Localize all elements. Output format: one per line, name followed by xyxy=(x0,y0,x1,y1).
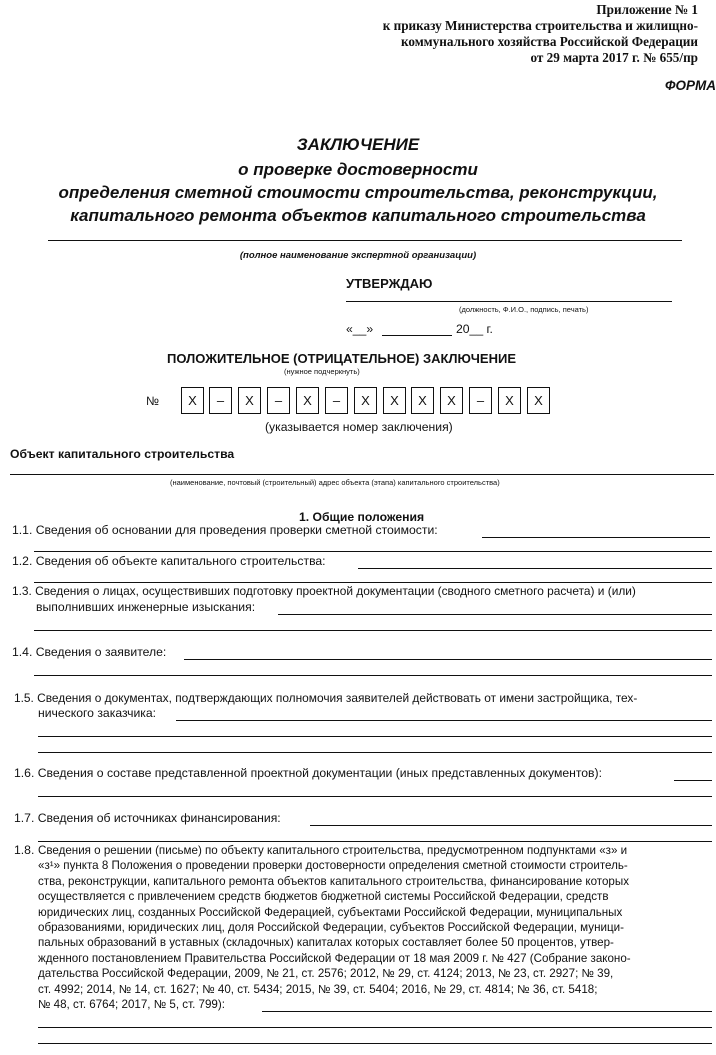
approver-caption: (должность, Ф.И.О., подпись, печать) xyxy=(459,305,589,314)
number-box[interactable]: X xyxy=(527,387,550,414)
item-1-8-line: «з¹» пункта 8 Положения о проведении проверки достоверности определения сметной стоимости строитель- xyxy=(38,859,628,873)
item-1-8-text xyxy=(38,843,714,1012)
item-1-8-field[interactable] xyxy=(262,1011,712,1012)
item-1-5-label-cont: нического заказчика: xyxy=(38,706,157,720)
number-box[interactable]: – xyxy=(469,387,492,414)
object-label: Объект капитального строительства xyxy=(10,447,235,461)
item-1-2-line-2[interactable] xyxy=(34,582,712,583)
item-1-8-line: Сведения о решении (письме) по объекту капитального строительства, предусмотренном подпунктами «з» и xyxy=(38,844,628,857)
document-title: ЗАКЛЮЧЕНИЕ xyxy=(296,135,420,154)
approve-label: УТВЕРЖДАЮ xyxy=(346,276,433,291)
number-box[interactable]: – xyxy=(267,387,290,414)
number-box[interactable]: X xyxy=(411,387,434,414)
item-1-6-line-2[interactable] xyxy=(38,796,712,797)
item-1-8-line: ства, реконструкции, капитального ремонта объектов капитального строительства, финансирование которых xyxy=(38,874,630,888)
number-box[interactable]: – xyxy=(325,387,348,414)
item-1-5-label: 1.5. Сведения о документах, подтверждающих полномочия заявителей действовать от имени застройщика, тех- xyxy=(14,691,638,705)
item-1-2-field[interactable] xyxy=(358,568,712,569)
item-1-4-field[interactable] xyxy=(184,659,712,660)
object-caption: (наименование, почтовый (строительный) адрес объекта (этапа) капитального строительства) xyxy=(170,478,500,487)
item-1-8-line: образованиями, юридических лиц, доля Российской Федерации, субъектов Российской Федерации, муници- xyxy=(38,921,624,935)
form-label: ФОРМА xyxy=(664,78,716,93)
number-caption: (указывается номер заключения) xyxy=(265,420,453,434)
number-box[interactable]: X xyxy=(498,387,521,414)
item-1-3-label: 1.3. Сведения о лицах, осуществивших подготовку проектной документации (сводного сметного расчета) и (или) xyxy=(12,584,636,598)
item-1-4-line-2[interactable] xyxy=(34,675,712,676)
appendix-number: Приложение № 1 xyxy=(596,2,698,17)
item-1-4-label: 1.4. Сведения о заявителе: xyxy=(12,645,167,659)
conclusion-caption: (нужное подчеркнуть) xyxy=(284,367,360,376)
order-date: от 29 марта 2017 г. № 655/пр xyxy=(530,50,698,65)
number-box[interactable]: X xyxy=(181,387,204,414)
item-1-1-line-2[interactable] xyxy=(34,551,712,552)
item-1-8-line: юридических лиц, созданных Российской Федерацией, субъектами Российской Федерации, муниципальных xyxy=(38,905,623,919)
object-line[interactable] xyxy=(10,474,714,475)
item-1-8-line: дательства Российской Федерации, 2009, № 21, ст. 2576; 2012, № 29, ст. 4124; 2013, № 23, ст. 2927; № 39, xyxy=(38,967,614,981)
item-1-8-line-2[interactable] xyxy=(38,1027,712,1028)
item-1-8-line: ст. 4992; 2014, № 14, ст. 1627; № 40, ст. 5434; 2015, № 39, ст. 5404; 2016, № 29, ст. 4814; № 36, ст. 5418; xyxy=(38,982,598,996)
org-name-caption: (полное наименование экспертной организации) xyxy=(239,250,477,261)
item-1-5-line-2[interactable] xyxy=(38,736,712,737)
item-1-7-field[interactable] xyxy=(310,825,712,826)
approver-signature-line[interactable] xyxy=(346,301,672,302)
number-label: № xyxy=(146,394,160,408)
item-1-8-line: № 48, ст. 6764; 2017, № 5, ст. 799): xyxy=(38,998,225,1012)
title-line-3: определения сметной стоимости строительства, реконструкции, xyxy=(58,183,658,202)
order-reference-line1: к приказу Министерства строительства и жилищно- xyxy=(382,18,698,33)
item-1-7-line-2[interactable] xyxy=(38,841,712,842)
item-1-5-line-3[interactable] xyxy=(38,752,712,753)
item-1-3-field[interactable] xyxy=(278,614,712,615)
number-box[interactable]: X xyxy=(383,387,406,414)
number-box[interactable]: X xyxy=(440,387,463,414)
number-box[interactable]: X xyxy=(238,387,261,414)
org-name-line[interactable] xyxy=(48,240,682,241)
item-1-5-field[interactable] xyxy=(176,720,712,721)
number-box[interactable]: – xyxy=(209,387,232,414)
approve-day: «__» xyxy=(346,322,374,336)
item-1-8-number: 1.8. xyxy=(14,843,35,857)
section-1-title: 1. Общие положения xyxy=(299,510,425,524)
approve-year: 20__ г. xyxy=(456,322,493,336)
item-1-2-label: 1.2. Сведения об объекте капитального строительства: xyxy=(12,554,326,568)
item-1-6-field[interactable] xyxy=(674,780,712,781)
item-1-7-label: 1.7. Сведения об источниках финансирования: xyxy=(14,811,281,825)
number-box[interactable]: X xyxy=(296,387,319,414)
item-1-8-line: осуществляется с привлечением средств бюджетов бюджетной системы Российской Федерации, средств xyxy=(38,890,609,904)
item-1-8-line-3[interactable] xyxy=(38,1043,712,1044)
number-box[interactable]: X xyxy=(354,387,377,414)
item-1-3-line-2[interactable] xyxy=(34,630,712,631)
title-line-4: капитального ремонта объектов капитального строительства xyxy=(70,206,646,225)
item-1-1-label: 1.1. Сведения об основании для проведения проверки сметной стоимости: xyxy=(12,523,438,537)
item-1-8-line: жденного постановлением Правительства Российской Федерации от 18 мая 2009 г. № 427 (Собрание законо- xyxy=(38,951,631,965)
order-reference-line2: коммунального хозяйства Российской Федерации xyxy=(400,34,698,49)
item-1-8-line: пальных образований в уставных (складочных) капиталах которых составляет более 50 процентов, утвер- xyxy=(38,936,614,950)
item-1-3-label-cont: выполнивших инженерные изыскания: xyxy=(36,600,256,614)
title-line-2: о проверке достоверности xyxy=(238,160,478,179)
item-1-1-field[interactable] xyxy=(482,537,710,538)
item-1-6-label: 1.6. Сведения о составе представленной проектной документации (иных представленных документов): xyxy=(14,766,602,780)
approve-month-line[interactable] xyxy=(382,335,452,336)
conclusion-title: ПОЛОЖИТЕЛЬНОЕ (ОТРИЦАТЕЛЬНОЕ) ЗАКЛЮЧЕНИЕ xyxy=(167,351,517,366)
